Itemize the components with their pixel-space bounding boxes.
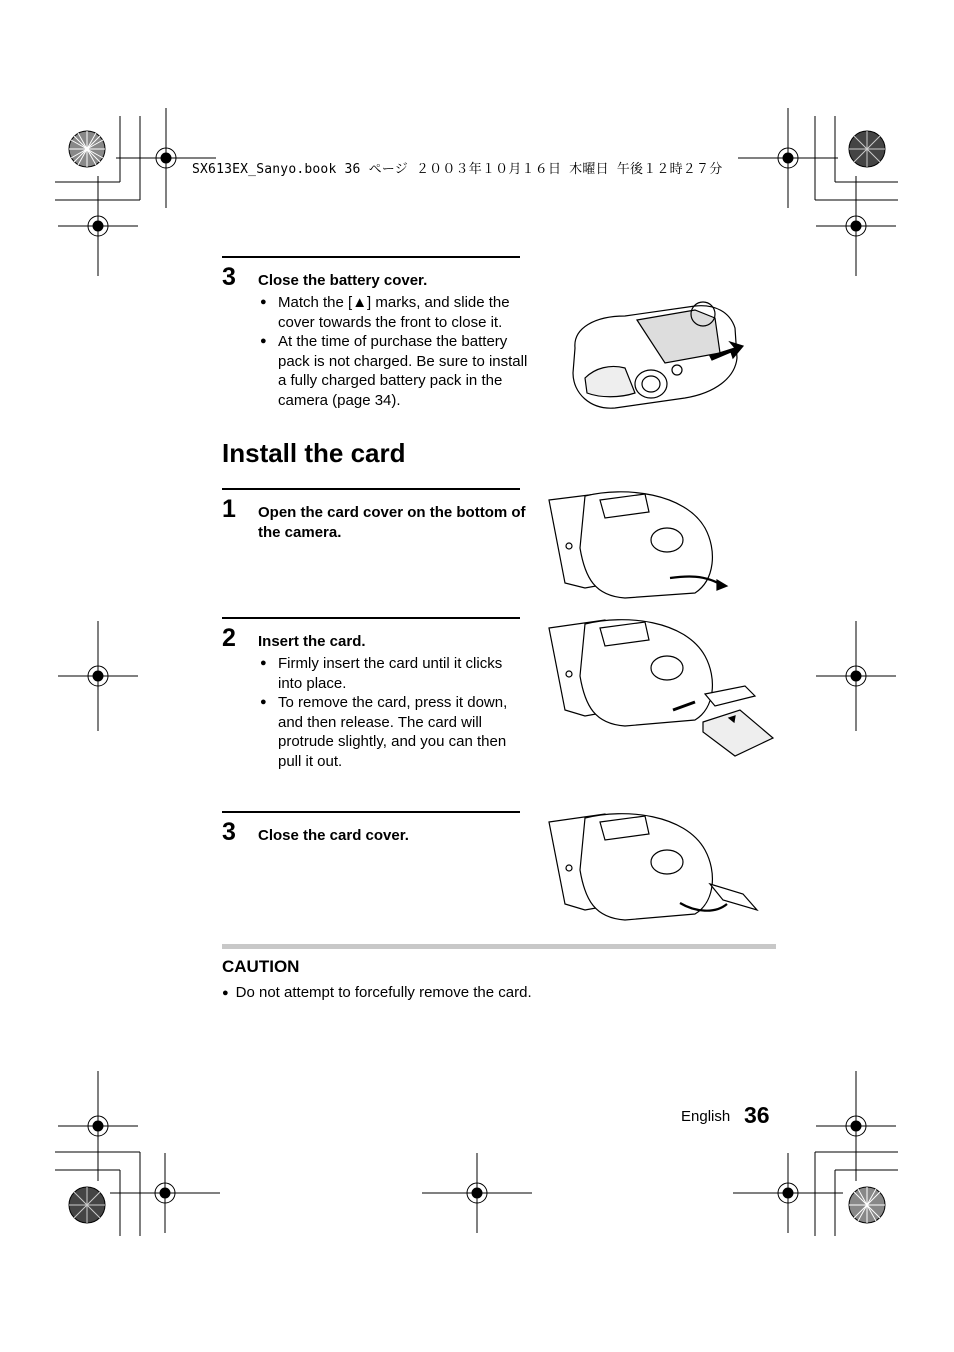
caution-item-text: Do not attempt to forcefully remove the card. bbox=[235, 984, 532, 1001]
section-title: Install the card bbox=[222, 438, 406, 468]
bullet-item: ● At the time of purchase the battery pack is not charged. Be sure to install a fully charged battery pack in the camera (page 34). bbox=[258, 332, 528, 410]
star-target-bottom-left bbox=[67, 1185, 107, 1225]
registration-crosshair-left-upper bbox=[48, 176, 148, 276]
battery-step-number: 3 bbox=[222, 263, 236, 291]
caution-divider bbox=[222, 944, 776, 949]
card-step-3-title: Close the card cover. bbox=[258, 827, 409, 844]
registration-crosshair-bottom-left bbox=[110, 1153, 220, 1233]
registration-crosshair-left-middle bbox=[48, 621, 148, 731]
registration-crosshair-bottom-right bbox=[733, 1153, 843, 1233]
card-step-3-rule bbox=[222, 811, 520, 813]
card-step-1-number: 1 bbox=[222, 495, 236, 523]
camera-battery-cover-illustration bbox=[565, 298, 745, 413]
bullet-item: ● Match the [▲] marks, and slide the cover towards the front to close it. bbox=[258, 293, 528, 332]
battery-step-bullets bbox=[258, 293, 528, 410]
caution-item bbox=[222, 984, 532, 1001]
bullet-icon: ● bbox=[222, 987, 229, 999]
registration-crosshair-right-middle bbox=[806, 621, 906, 731]
card-step-3-number: 3 bbox=[222, 818, 236, 846]
registration-crosshair-right-upper bbox=[806, 176, 906, 276]
camera-open-card-cover-illustration bbox=[545, 488, 735, 603]
card-step-2-title: Insert the card. bbox=[258, 633, 366, 650]
footer-language: English bbox=[681, 1108, 731, 1125]
star-target-top-left bbox=[67, 129, 107, 169]
battery-step-title: Close the battery cover. bbox=[258, 272, 428, 289]
card-step-2-rule bbox=[222, 617, 520, 619]
card-step-1-rule bbox=[222, 488, 520, 490]
card-step-2-number: 2 bbox=[222, 624, 236, 652]
camera-close-card-cover-illustration bbox=[545, 808, 760, 928]
star-target-bottom-right bbox=[847, 1185, 887, 1225]
bullet-item: ● To remove the card, press it down, and then release. The card will protrude slightly, and you can then pull it out. bbox=[258, 693, 528, 771]
card-step-2-bullets bbox=[258, 654, 528, 771]
print-header: SX613EX_Sanyo.book 36 ページ ２００３年１０月１６日 木曜日 午後１２時２７分 bbox=[192, 162, 723, 177]
star-target-top-right bbox=[847, 129, 887, 169]
registration-crosshair-bottom-center bbox=[422, 1153, 532, 1233]
card-step-1-title: Open the card cover on the bottom of the camera. bbox=[258, 504, 526, 541]
camera-insert-card-illustration bbox=[545, 614, 775, 759]
page-number: 36 bbox=[744, 1102, 770, 1128]
caution-title: CAUTION bbox=[222, 957, 300, 976]
battery-step-rule bbox=[222, 256, 520, 258]
bullet-item: ● Firmly insert the card until it clicks into place. bbox=[258, 654, 528, 693]
